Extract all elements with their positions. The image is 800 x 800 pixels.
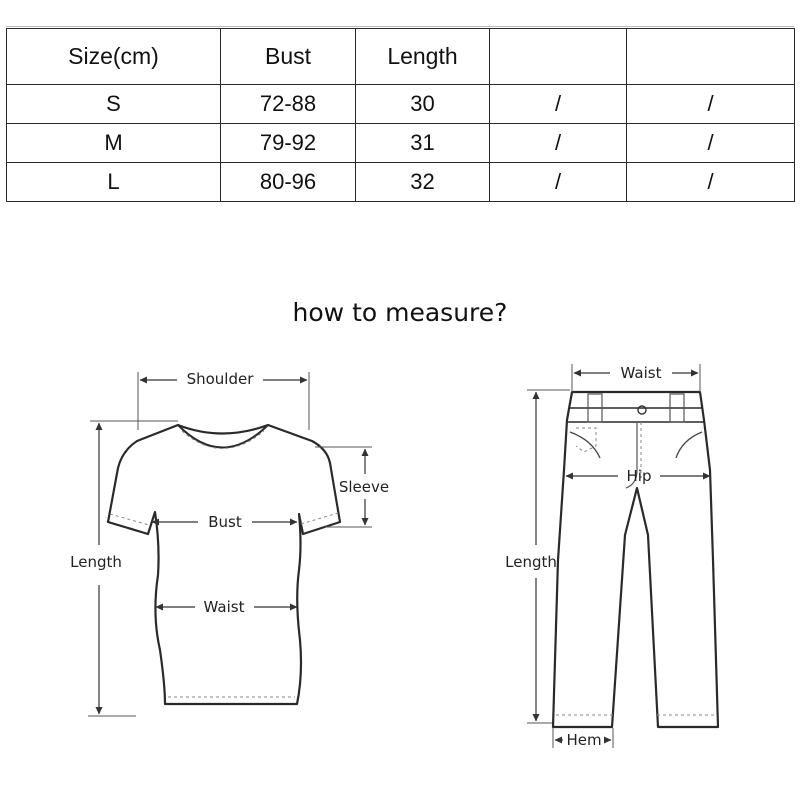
cell-size: M: [7, 124, 221, 163]
tshirt-label-waist: Waist: [203, 598, 245, 616]
cell-size: L: [7, 163, 221, 202]
tshirt-outline: [108, 425, 340, 704]
tshirt-label-bust: Bust: [208, 513, 242, 531]
header-bust: Bust: [221, 29, 356, 85]
pants-outline: [553, 392, 718, 727]
pants-diagram: [505, 364, 718, 749]
cell-bust: 79-92: [221, 124, 356, 163]
cell-length: 30: [356, 85, 490, 124]
cell-empty: /: [627, 124, 795, 163]
cell-empty: /: [490, 124, 627, 163]
header-length: Length: [356, 29, 490, 85]
cell-empty: /: [627, 163, 795, 202]
pants-label-hip: Hip: [626, 467, 652, 485]
cell-empty: /: [490, 163, 627, 202]
measure-title: how to measure?: [292, 298, 508, 327]
pants-label-hem: Hem: [566, 731, 602, 749]
tshirt-label-shoulder: Shoulder: [186, 370, 254, 388]
cell-length: 32: [356, 163, 490, 202]
cell-bust: 72-88: [221, 85, 356, 124]
cell-empty: /: [490, 85, 627, 124]
cell-empty: /: [627, 85, 795, 124]
pants-label-waist: Waist: [620, 364, 662, 382]
pocket-right: [676, 432, 702, 458]
pants-label-length: Length: [505, 553, 557, 571]
cell-bust: 80-96: [221, 163, 356, 202]
cell-length: 31: [356, 124, 490, 163]
cell-size: S: [7, 85, 221, 124]
tshirt-diagram: [70, 370, 389, 716]
tshirt-label-sleeve: Sleeve: [338, 478, 390, 496]
header-size: Size(cm): [7, 29, 221, 85]
tshirt-label-length: Length: [70, 553, 122, 571]
